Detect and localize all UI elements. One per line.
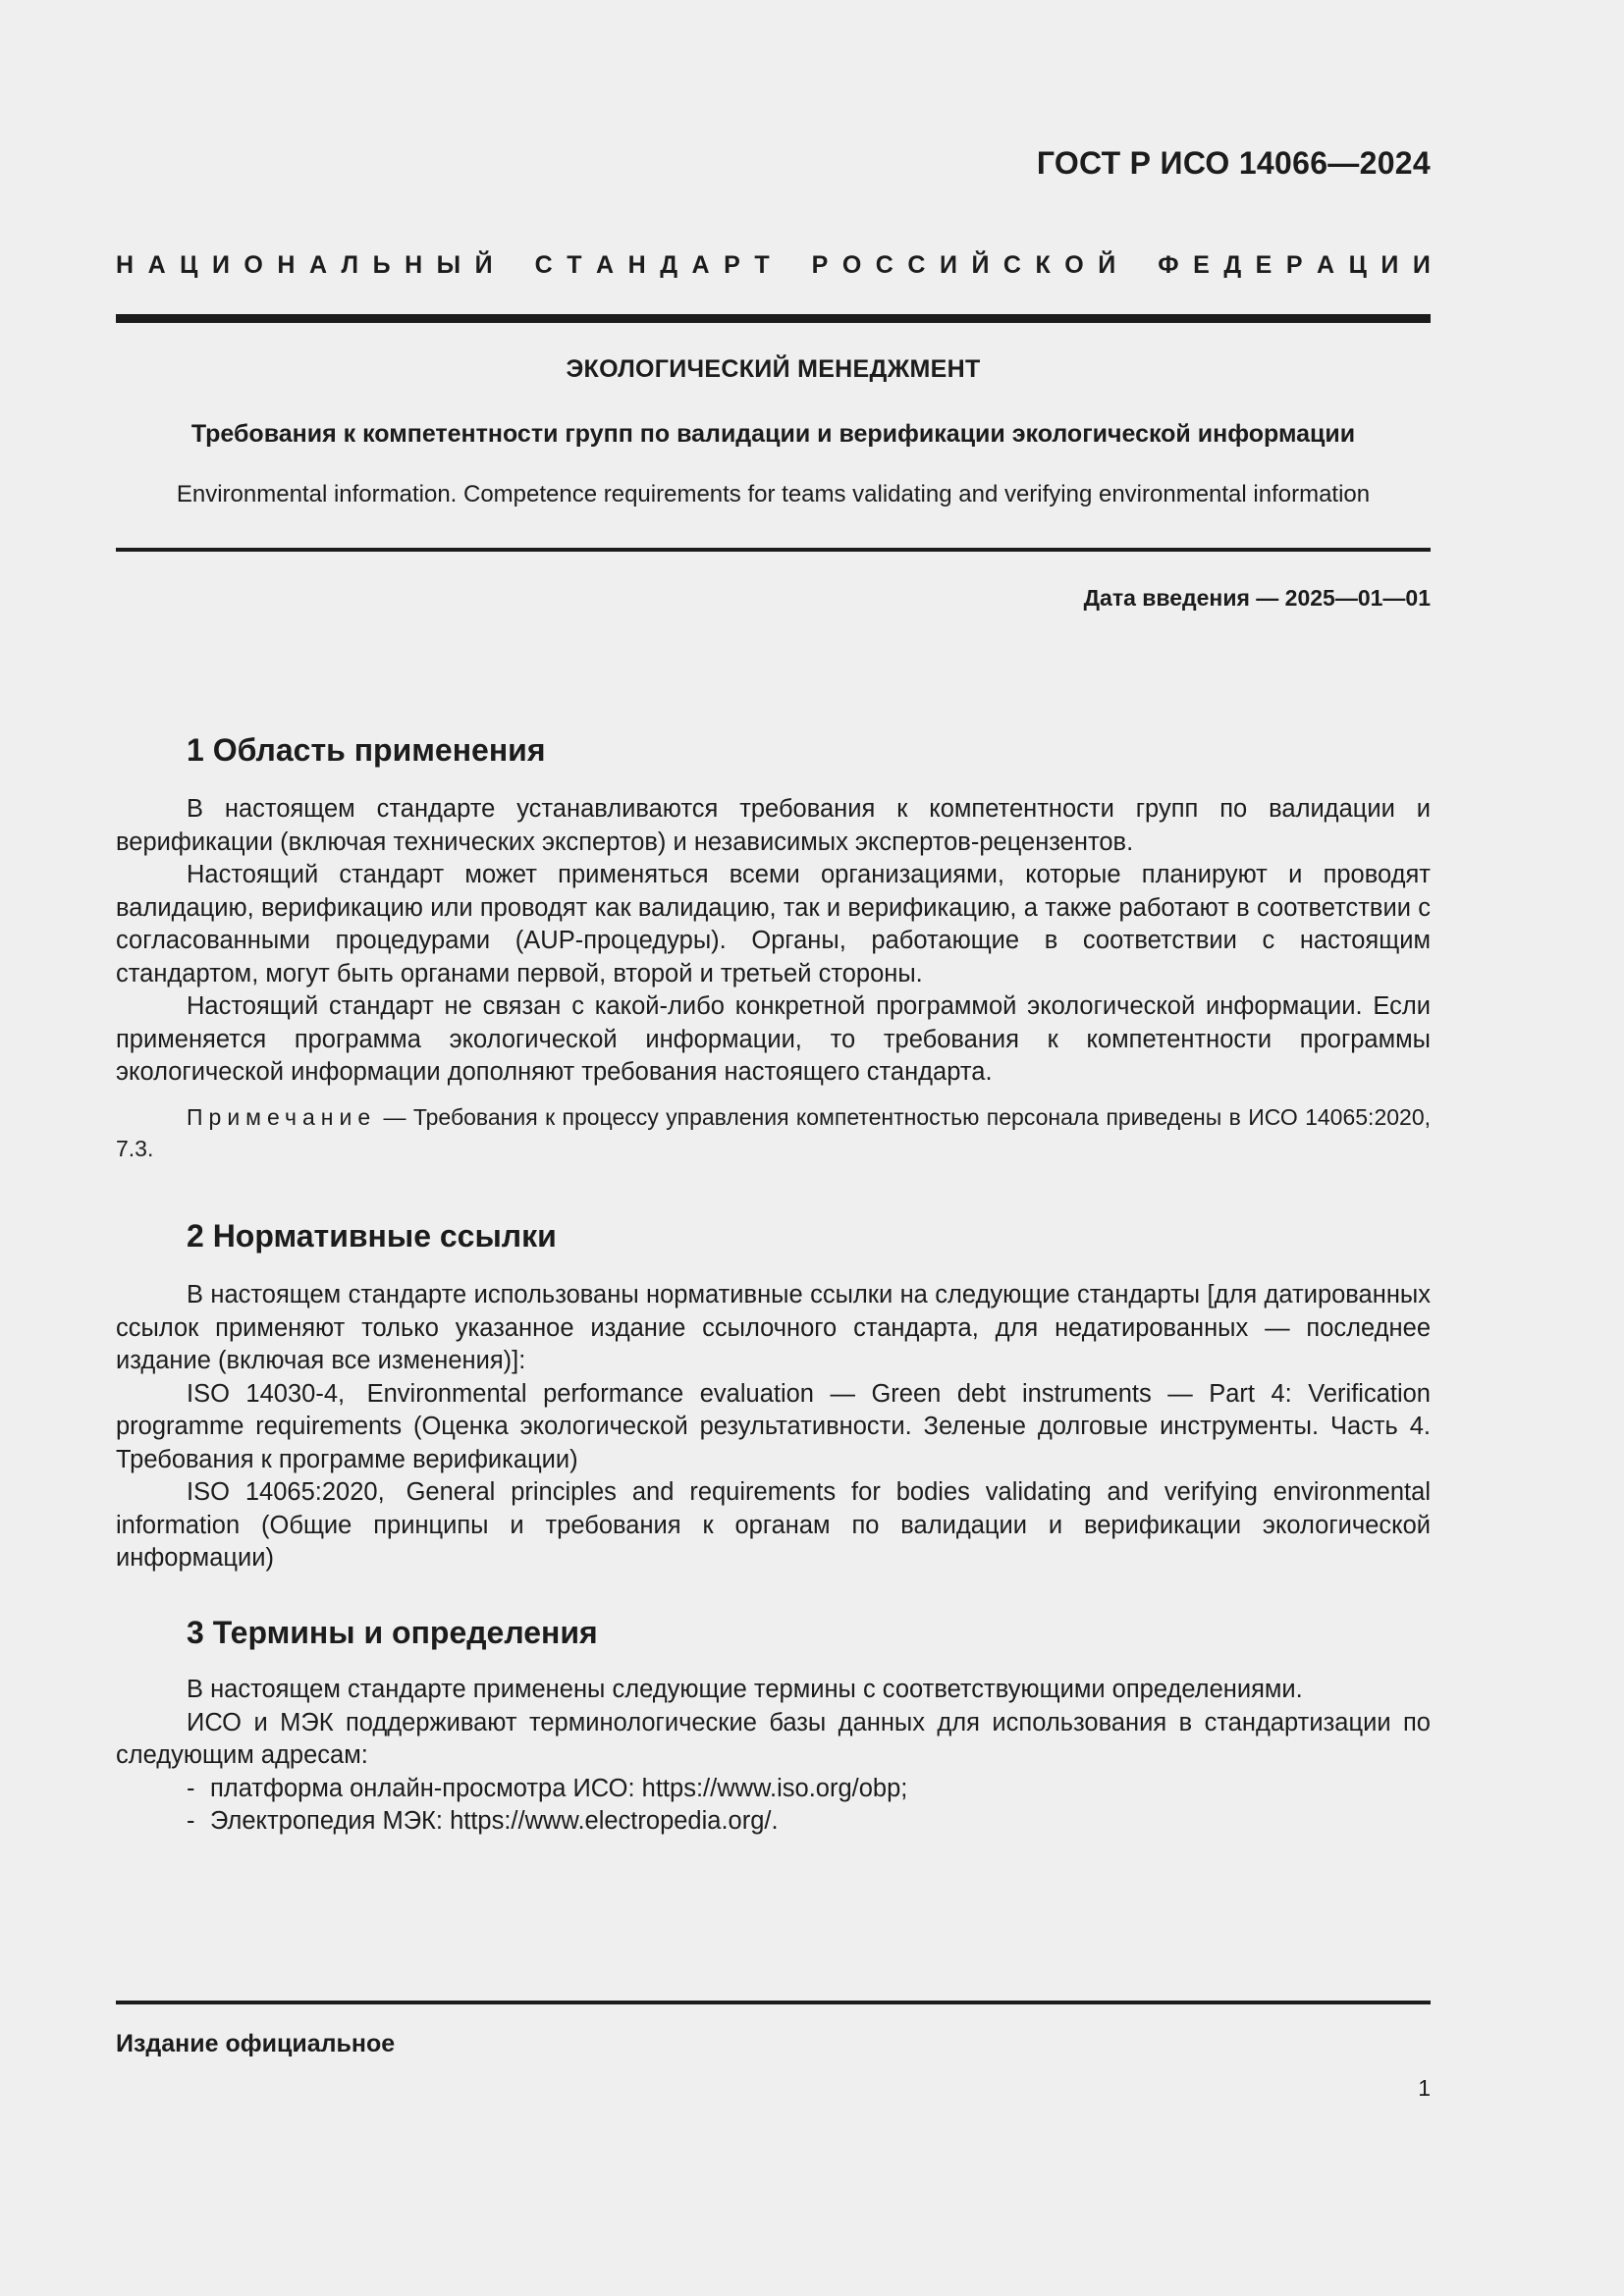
bullet-dash: - bbox=[187, 1774, 195, 1802]
official-edition-label: Издание официальное bbox=[116, 2030, 396, 2057]
reference-text: General principles and requirements for bodies validating and verifying environmental information (Общие принципы и требования к органам по валидации и верификации экологической информации) bbox=[116, 1478, 1431, 1572]
banner-letter: Н bbox=[116, 251, 135, 279]
section-1-paragraph: Настоящий стандарт может применяться всеми организациями, которые планируют и проводят валидацию, верификацию или проводят как валидацию, так и верификацию, а также работают в соответствии с согласованными процедурами (AUP-процедуры). Органы, работающие в соответствии с настоящим стандартом, могут быть органами первой, второй и третьей стороны. bbox=[116, 861, 1431, 988]
bullet-dash: - bbox=[187, 1807, 195, 1835]
banner-space bbox=[1130, 251, 1144, 280]
banner-letter: Е bbox=[1255, 251, 1272, 279]
banner-letter: О bbox=[841, 251, 862, 279]
document-page bbox=[116, 0, 1431, 2296]
banner-letter: Й bbox=[474, 251, 493, 279]
section-3-paragraph: ИСО и МЭК поддерживают терминологические базы данных для использования в стандартизации по следующим адресам: bbox=[116, 1708, 1431, 1769]
banner-letter: Д bbox=[660, 251, 678, 279]
reference-code: ISO 14030-4, bbox=[187, 1379, 346, 1408]
section-3-paragraph: В настоящем стандарте применены следующие термины с соответствующими определениями. bbox=[187, 1676, 1303, 1703]
banner-letter: Р bbox=[1285, 251, 1303, 279]
banner-letter: Ф bbox=[1158, 251, 1179, 279]
banner-letter: С bbox=[907, 251, 926, 279]
banner-letter: С bbox=[1002, 251, 1021, 279]
banner-letter: И bbox=[1380, 251, 1399, 279]
list-item bbox=[116, 1773, 1431, 1806]
section-1-note bbox=[116, 1101, 1431, 1164]
section-1-body bbox=[116, 793, 1431, 1090]
header-divider bbox=[116, 314, 1431, 323]
banner-letter: Д bbox=[1223, 251, 1242, 279]
footer-divider bbox=[116, 2001, 1431, 2004]
section-3-heading: 3 Термины и определения bbox=[187, 1615, 598, 1650]
banner-letter: И bbox=[1412, 251, 1431, 279]
banner-letter: Й bbox=[1098, 251, 1116, 279]
banner-letter: С bbox=[534, 251, 553, 279]
section-2-body bbox=[116, 1279, 1431, 1575]
banner-letter: Й bbox=[971, 251, 990, 279]
normative-reference bbox=[116, 1476, 1431, 1575]
section-2-heading: 2 Нормативные ссылки bbox=[187, 1218, 557, 1254]
banner-letter: А bbox=[596, 251, 615, 279]
banner-letter: О bbox=[244, 251, 263, 279]
banner-letter: А bbox=[147, 251, 166, 279]
document-title: ЭКОЛОГИЧЕСКИЙ МЕНЕДЖМЕНТ bbox=[566, 355, 981, 383]
banner-letter: И bbox=[211, 251, 230, 279]
reference-text: Environmental performance evaluation — Green debt instruments — Part 4: Verification programme requirements (Оценка экологической результативности. Зеленые долговые инструменты. Часть 4. Требования к программе верификации) bbox=[116, 1379, 1431, 1473]
list-item bbox=[116, 1805, 1431, 1839]
section-1-paragraph: В настоящем стандарте устанавливаются требования к компетентности групп по валидации и верификации (включая технических экспертов) и независимых экспертов-рецензентов. bbox=[116, 795, 1431, 856]
title-divider bbox=[116, 548, 1431, 552]
banner-letter: А bbox=[308, 251, 328, 279]
banner-letter: Ц bbox=[1348, 251, 1367, 279]
reference-code: ISO 14065:2020, bbox=[187, 1478, 385, 1506]
banner-letter: О bbox=[1064, 251, 1084, 279]
banner-letter: К bbox=[1035, 251, 1051, 279]
banner-letter: А bbox=[1317, 251, 1335, 279]
national-standard-banner bbox=[116, 251, 1431, 280]
section-2-intro: В настоящем стандарте использованы нормативные ссылки на следующие стандарты [для датированных ссылок применяют только указанное издание ссылочного стандарта, для недатированных — последнее издание (включая все изменения)]: bbox=[116, 1281, 1431, 1374]
page-number: 1 bbox=[1418, 2075, 1431, 2101]
banner-letter: Е bbox=[1193, 251, 1210, 279]
section-3-body bbox=[116, 1674, 1431, 1839]
banner-letter: Р bbox=[724, 251, 740, 279]
banner-letter: Л bbox=[341, 251, 359, 279]
document-subtitle: Требования к компетентности групп по валидации и верификации экологической информации bbox=[190, 420, 1356, 448]
banner-letter: Т bbox=[567, 251, 582, 279]
banner-letter: Т bbox=[754, 251, 770, 279]
banner-space bbox=[507, 251, 520, 280]
banner-letter: И bbox=[939, 251, 957, 279]
banner-letter: Ь bbox=[372, 251, 391, 279]
banner-space bbox=[784, 251, 797, 280]
section-1-paragraph: Настоящий стандарт не связан с какой-либо конкретной программой экологической информации. Если применяется программа экологической информации, то требования к компетентности программы экологической информации дополняют требования настоящего стандарта. bbox=[116, 992, 1431, 1086]
list-item-text: Электропедия МЭК: https://www.electropedia.org/. bbox=[210, 1807, 779, 1835]
document-code: ГОСТ Р ИСО 14066—2024 bbox=[1036, 145, 1431, 181]
note-label: Примечание bbox=[187, 1104, 377, 1130]
banner-letter: Н bbox=[627, 251, 646, 279]
banner-letter: Ц bbox=[180, 251, 198, 279]
note-text: — Требования к процессу управления компетентностью персонала приведены в ИСО 14065:2020, 7.3. bbox=[116, 1104, 1431, 1161]
banner-letter: Н bbox=[277, 251, 296, 279]
banner-letter: Р bbox=[811, 251, 829, 279]
banner-letter: С bbox=[875, 251, 893, 279]
normative-reference bbox=[116, 1378, 1431, 1477]
banner-letter: Ы bbox=[436, 251, 461, 279]
list-item-text: платформа онлайн-просмотра ИСО: https://www.iso.org/obp; bbox=[210, 1774, 908, 1802]
english-title: Environmental information. Competence requirements for teams validating and verifying environmental information bbox=[176, 481, 1371, 507]
section-1-heading: 1 Область применения bbox=[187, 732, 546, 768]
banner-letter: А bbox=[691, 251, 710, 279]
introduction-date: Дата введения — 2025—01—01 bbox=[1083, 585, 1431, 611]
banner-letter: Н bbox=[405, 251, 423, 279]
